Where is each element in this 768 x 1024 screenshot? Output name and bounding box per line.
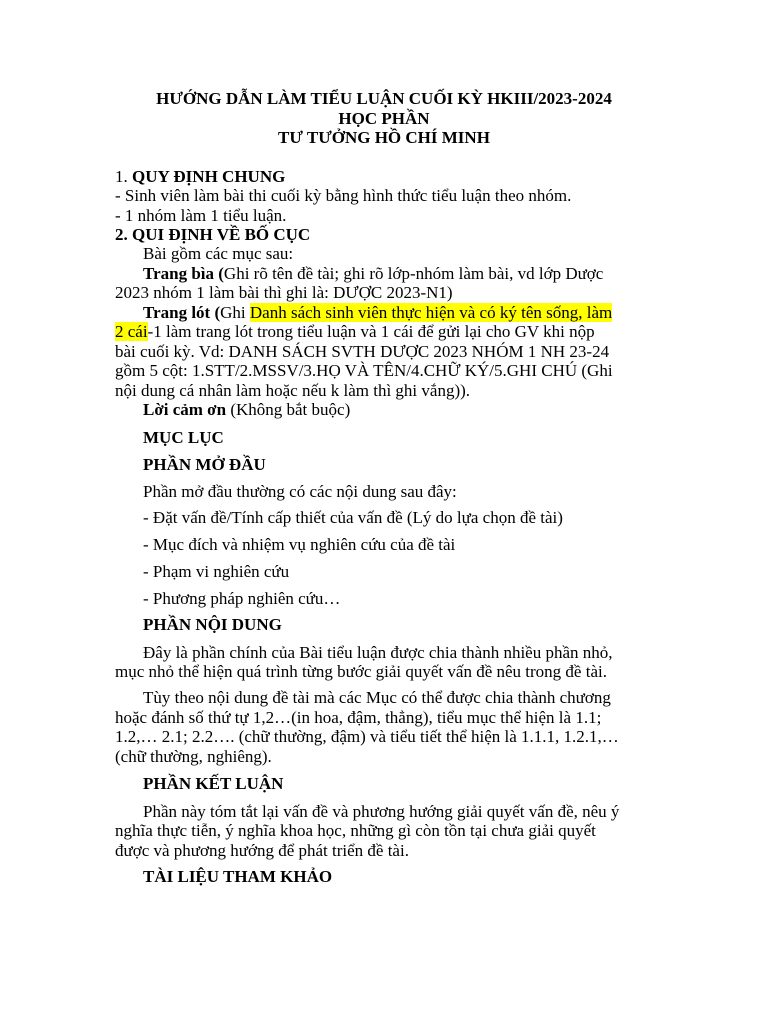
phan-mo-dau-intro: Phần mở đầu thường có các nội dung sau đây: [143,482,457,501]
phan-mo-dau-item: - Phương pháp nghiên cứu… [143,589,341,608]
trang-lot-line-4: gồm 5 cột: 1.STT/2.MSSV/3.HỌ VÀ TÊN/4.CHỮ KÝ/5.GHI CHÚ (Ghi [115,361,613,380]
document-title-line-1: HƯỚNG DẪN LÀM TIỂU LUẬN CUỐI KỲ HKIII/2023-2024 [156,89,612,108]
trang-lot-line-2 [115,322,595,342]
trang-lot-text: -1 làm trang lót trong tiểu luận và 1 cái để gửi lại cho GV khi nộp [147,322,595,341]
loi-cam-on-line [143,400,350,420]
trang-lot-line-1 [143,303,612,323]
loi-cam-on-label: Lời cảm ơn [143,400,227,419]
phan-noi-dung-p2-line: (chữ thường, nghiêng). [115,747,272,766]
phan-ket-luan-line: nghĩa thực tiễn, ý nghĩa khoa học, những gì còn tồn tại chưa giải quyết [115,821,596,840]
trang-bia-line-1 [143,264,603,284]
document-title-line-3: TƯ TƯỞNG HỒ CHÍ MINH [278,128,490,147]
trang-lot-highlight: Danh sách sinh viên thực hiện và có ký tên sống, làm [249,303,613,322]
phan-noi-dung-p1-line: mục nhỏ thể hiện quá trình từng bước giải quyết vấn đề nêu trong đề tài. [115,662,607,681]
trang-bia-line-2: 2023 nhóm 1 làm bài thì ghi là: DƯỢC 2023-N1) [115,283,453,302]
phan-ket-luan-title: PHẦN KẾT LUẬN [143,774,284,793]
phan-mo-dau-heading [143,455,266,475]
phan-mo-dau-item: - Phạm vi nghiên cứu [143,562,290,581]
section-1-heading [115,167,285,187]
tai-lieu-tham-khao-heading [143,867,332,887]
phan-noi-dung-title: PHẦN NỘI DUNG [143,615,282,634]
muc-luc-heading [143,428,224,448]
tai-lieu-tham-khao-title: TÀI LIỆU THAM KHẢO [143,867,333,886]
muc-luc-title: MỤC LỤC [143,428,224,447]
section-1-item: - Sinh viên làm bài thi cuối kỳ bằng hình thức tiểu luận theo nhóm. [115,186,572,205]
phan-mo-dau-item: - Đặt vấn đề/Tính cấp thiết của vấn đề (Lý do lựa chọn đề tài) [143,508,563,527]
loi-cam-on-text: (Không bắt buộc) [226,400,351,419]
trang-lot-label: Trang lót ( [143,303,221,322]
phan-mo-dau-item: - Mục đích và nhiệm vụ nghiên cứu của đề tài [143,535,456,554]
phan-noi-dung-p2-line: 1.2,… 2.1; 2.2…. (chữ thường, đậm) và tiểu tiết thể hiện là 1.1.1, 1.2.1,… [115,727,619,746]
trang-bia-text: Ghi rõ tên đề tài; ghi rõ lớp-nhóm làm bài, vd lớp Dược [223,264,604,283]
phan-ket-luan-line: Phần này tóm tắt lại vấn đề và phương hướng giải quyết vấn đề, nêu ý [143,802,620,821]
phan-noi-dung-p1-line: Đây là phần chính của Bài tiểu luận được chia thành nhiều phần nhỏ, [143,643,613,662]
phan-ket-luan-line: được và phương hướng để phát triển đề tài. [115,841,409,860]
section-2-intro: Bài gồm các mục sau: [143,244,294,263]
section-2-title: 2. QUI ĐỊNH VỀ BỐ CỤC [115,225,311,244]
section-1-title: QUY ĐỊNH CHUNG [132,167,286,186]
section-2-heading [115,225,310,245]
section-1-number: 1. [115,167,132,186]
phan-noi-dung-p2-line: Tùy theo nội dung đề tài mà các Mục có thể được chia thành chương [143,688,611,707]
phan-ket-luan-heading [143,774,283,794]
document-title-line-2: HỌC PHẦN [338,109,430,128]
trang-lot-line-5: nội dung cá nhân làm hoặc nếu k làm thì ghi vắng)). [115,381,471,400]
trang-lot-line-3: bài cuối kỳ. Vd: DANH SÁCH SVTH DƯỢC 2023 NHÓM 1 NH 23-24 [115,342,610,361]
trang-bia-label: Trang bìa ( [143,264,224,283]
phan-noi-dung-heading [143,615,282,635]
phan-mo-dau-title: PHẦN MỞ ĐẦU [143,455,266,474]
trang-lot-highlight: 2 cái [115,322,148,341]
section-1-item: - 1 nhóm làm 1 tiểu luận. [115,206,287,225]
trang-lot-pre: Ghi [220,303,250,322]
phan-noi-dung-p2-line: hoặc đánh số thứ tự 1,2…(in hoa, đậm, thẳng), tiểu mục thể hiện là 1.1; [115,708,602,727]
